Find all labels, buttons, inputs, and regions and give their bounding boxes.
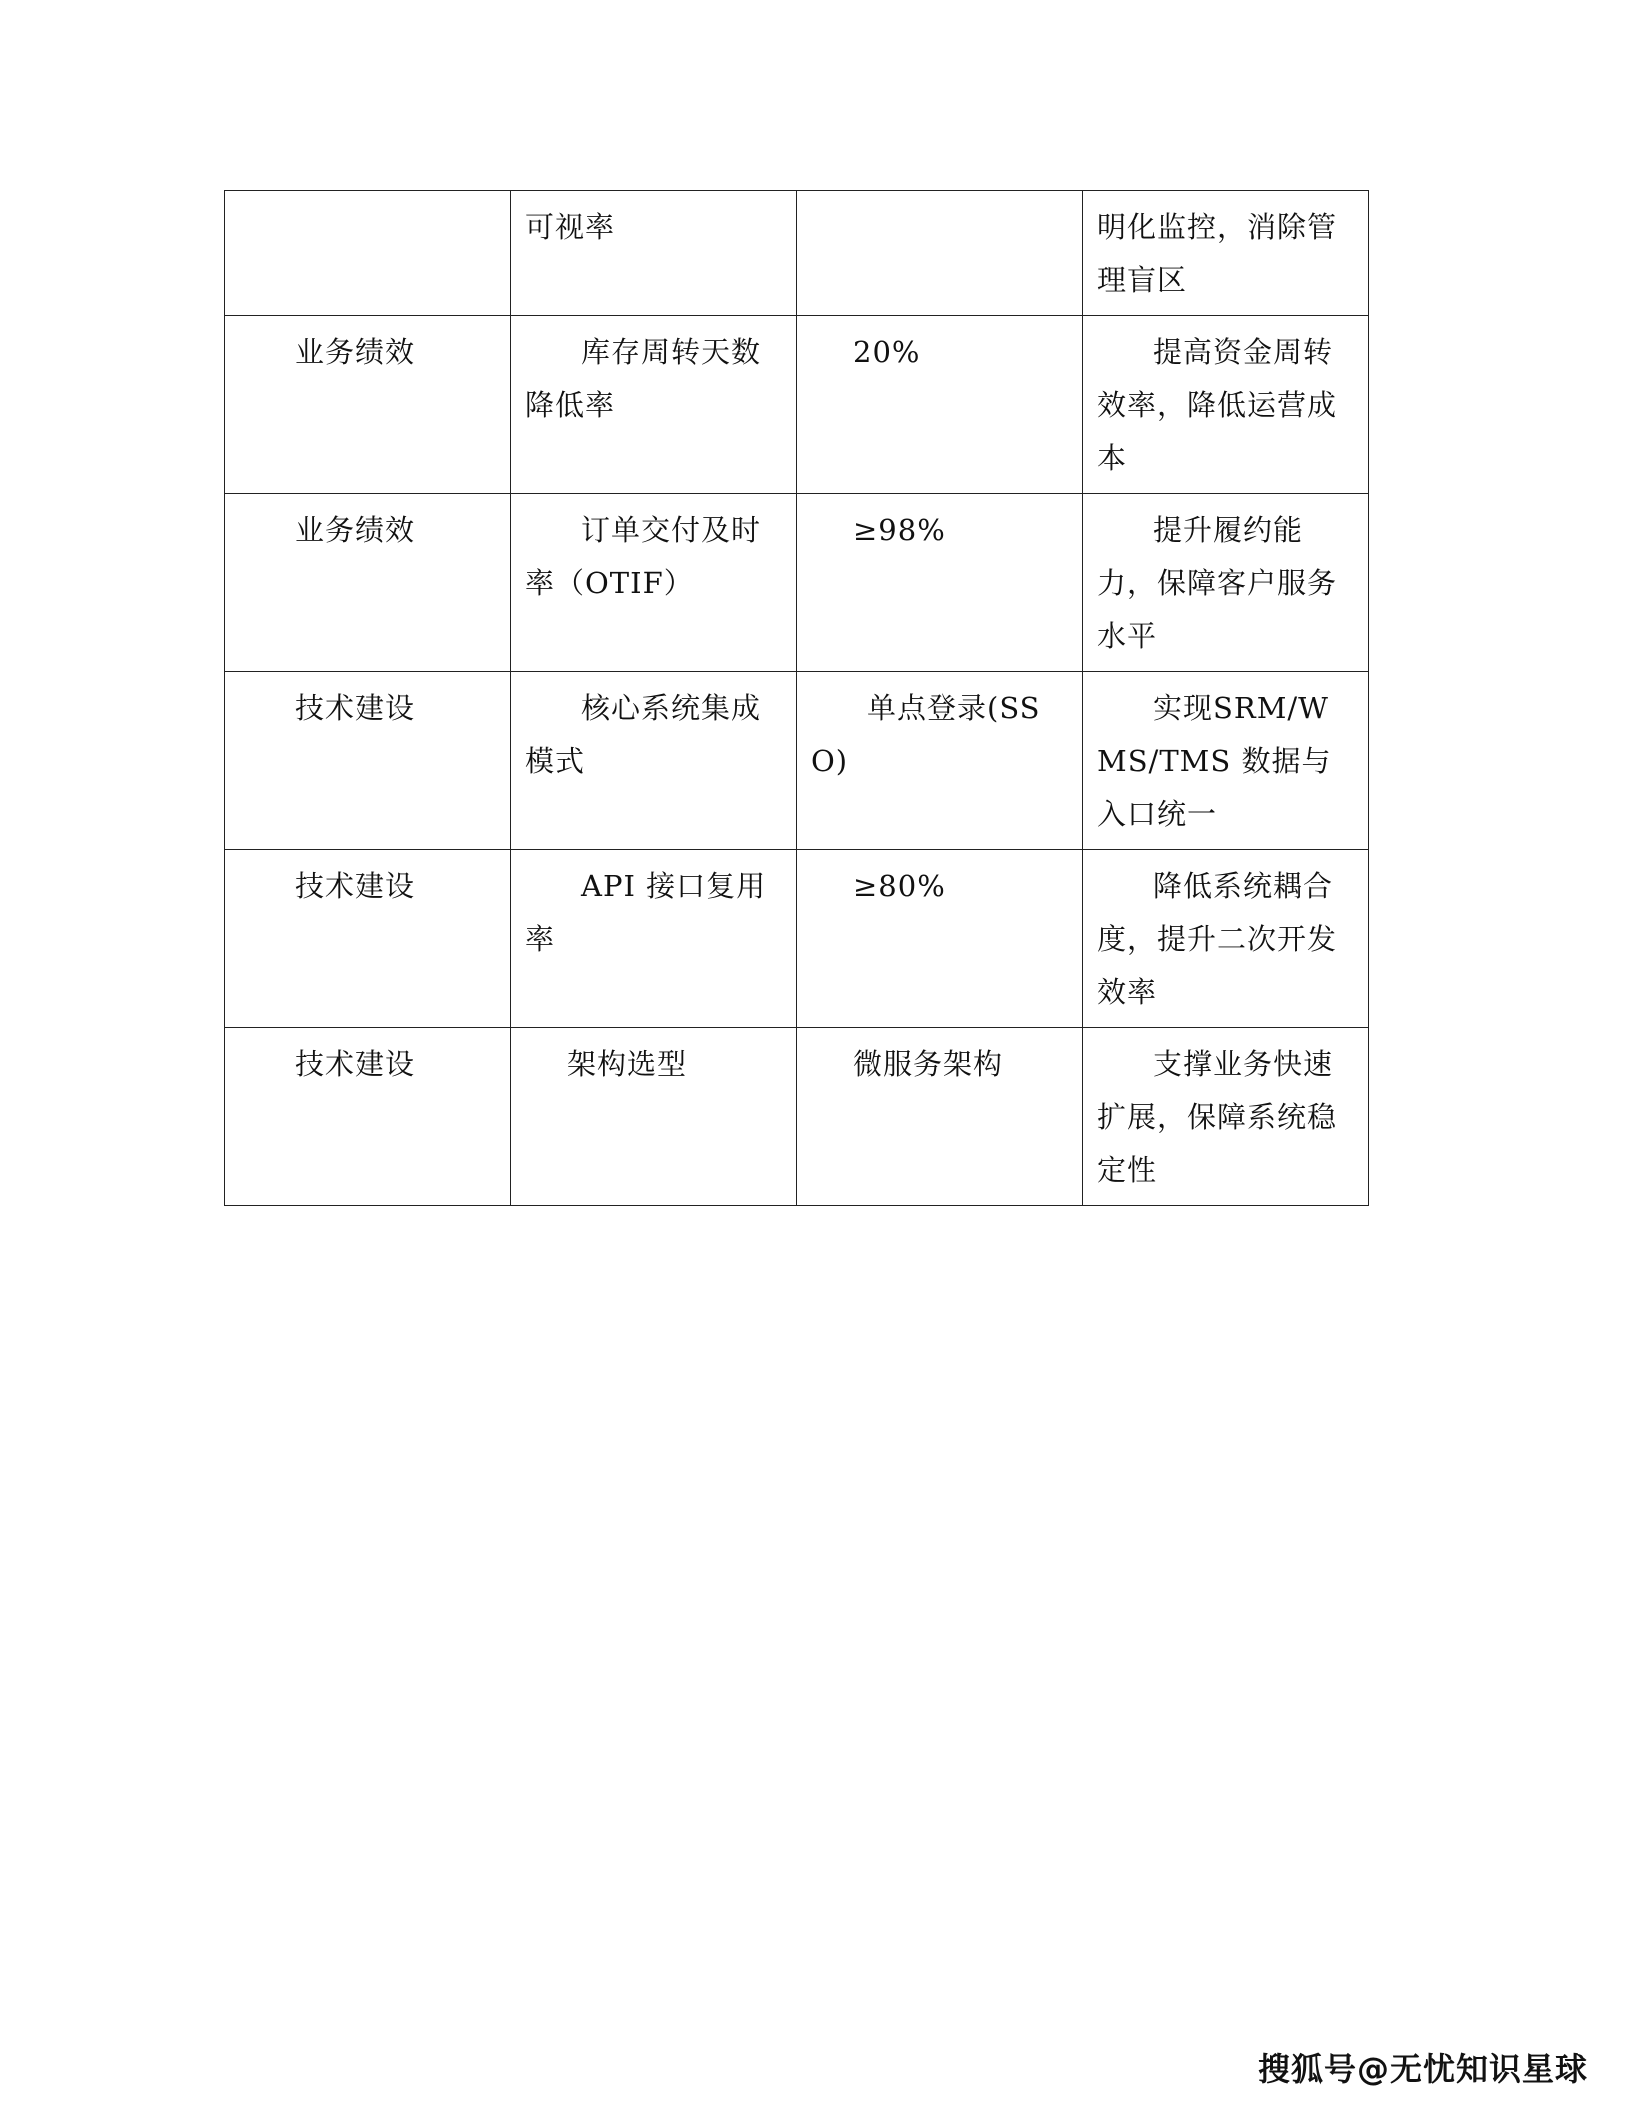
value-text: 支撑业务快速扩展，保障系统稳定性: [1097, 1047, 1338, 1187]
table-row: [225, 1028, 1369, 1206]
category-cell: 业务绩效: [225, 316, 511, 494]
value-cell: [1083, 316, 1369, 494]
metric-text: 订单交付及时率（OTIF）: [525, 513, 762, 600]
category-cell: 技术建设: [225, 672, 511, 850]
category-cell: 技术建设: [225, 1028, 511, 1206]
category-cell: 技术建设: [225, 850, 511, 1028]
table-row: [225, 494, 1369, 672]
value-cell: [1083, 850, 1369, 1028]
value-cell: [1083, 1028, 1369, 1206]
value-cell: 明化监控，消除管理盲区: [1083, 191, 1369, 316]
metric-cell: [511, 850, 797, 1028]
metric-cell: 架构选型: [511, 1028, 797, 1206]
kpi-table: [224, 190, 1369, 1206]
metric-cell: [511, 316, 797, 494]
target-cell: ≥98%: [797, 494, 1083, 672]
metric-text: 库存周转天数降低率: [525, 335, 762, 422]
kpi-table-container: [224, 190, 1368, 1206]
target-text: 单点登录(SSO): [811, 691, 1041, 778]
metric-text: 核心系统集成模式: [525, 691, 762, 778]
value-text: 降低系统耦合度，提升二次开发效率: [1097, 869, 1338, 1009]
value-text: 实现SRM/WMS/TMS 数据与入口统一: [1097, 691, 1332, 831]
target-cell: 20%: [797, 316, 1083, 494]
target-cell: 微服务架构: [797, 1028, 1083, 1206]
value-cell: [1083, 494, 1369, 672]
watermark-text: 搜狐号@无忧知识星球: [1257, 2050, 1588, 2088]
target-cell: [797, 672, 1083, 850]
value-text: 提升履约能力，保障客户服务水平: [1097, 513, 1338, 653]
target-cell: ≥80%: [797, 850, 1083, 1028]
metric-cell: 可视率: [511, 191, 797, 316]
table-row: [225, 850, 1369, 1028]
metric-cell: [511, 494, 797, 672]
value-cell: [1083, 672, 1369, 850]
table-row: [225, 672, 1369, 850]
value-text: 提高资金周转效率，降低运营成本: [1097, 335, 1338, 475]
metric-cell: [511, 672, 797, 850]
category-cell: 业务绩效: [225, 494, 511, 672]
target-cell: [797, 191, 1083, 316]
category-cell: [225, 191, 511, 316]
table-row: [225, 191, 1369, 316]
metric-text: API 接口复用率: [525, 869, 767, 956]
table-row: [225, 316, 1369, 494]
